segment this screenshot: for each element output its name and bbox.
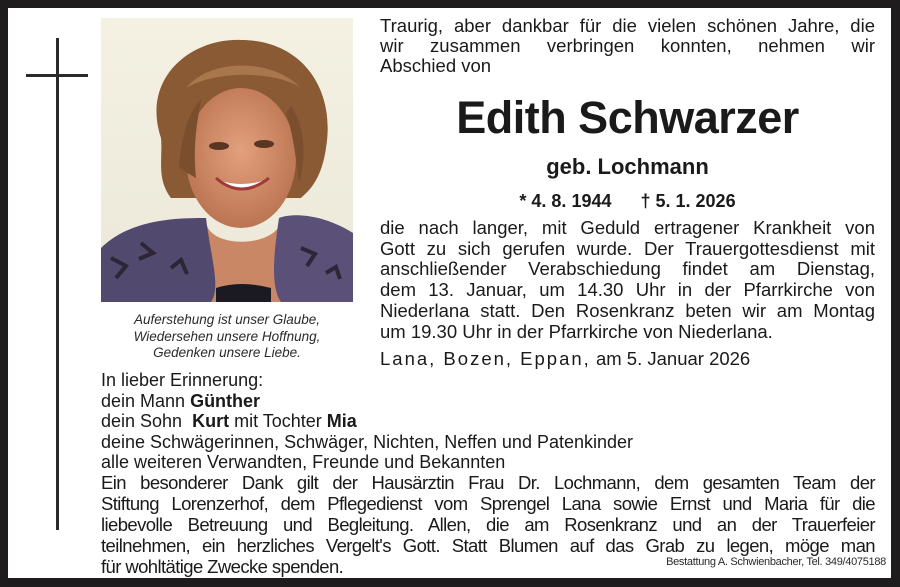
son-name: Kurt <box>192 411 230 431</box>
death-date: † 5. 1. 2026 <box>640 191 736 211</box>
intro-line: Traurig, aber dankbar für die vielen schönen Jahre, die <box>380 15 875 36</box>
husband-name: Günther <box>190 390 261 411</box>
portrait-photo <box>101 18 353 302</box>
details-line: die nach langer, mit Geduld ertragener Krankheit von <box>380 217 875 238</box>
undertaker-contact: Bestattung A. Schwienbacher, Tel. 349/4075188 <box>666 556 886 568</box>
mourner-relatives: deine Schwägerinnen, Schwäger, Nichten, Neffen und Patenkinder <box>101 431 634 452</box>
mourner-son <box>101 411 741 432</box>
motto-line: Gedenken unsere Liebe. <box>153 345 301 360</box>
details-line: um 19.30 Uhr in der Pfarrkirche von Niederlana. <box>380 320 773 342</box>
relation-label: dein Mann <box>101 390 191 411</box>
mourners-list <box>101 370 741 473</box>
funeral-details <box>380 218 875 342</box>
deceased-name: Edith Schwarzer <box>456 92 799 143</box>
thanks-line: liebevolle Betreuung und Begleitung. Allen, die am Rosenkranz und an der Trauerfeier <box>101 514 875 535</box>
mourner-husband <box>101 391 741 412</box>
notice-date: am 5. Januar 2026 <box>590 348 751 369</box>
granddaughter-name: Mia <box>326 411 357 431</box>
life-dates <box>380 190 875 212</box>
details-line: anschließender Verabschiedung findet am Dienstag, <box>380 258 875 280</box>
motto-quote <box>101 312 353 362</box>
relation-label: dein Sohn <box>101 411 193 431</box>
motto-line: Wiedersehen unsere Hoffnung, <box>133 328 321 344</box>
cross-icon-bar <box>26 74 88 77</box>
thanks-line: Ein besonderer Dank gilt der Hausärztin Frau Dr. Lochmann, dem gesamten Team der <box>101 472 875 493</box>
mourner-others: alle weiteren Verwandten, Freunde und Bekannten <box>101 452 506 472</box>
maiden-name: geb. Lochmann <box>546 154 709 179</box>
birth-date: * 4. 8. 1944 <box>519 191 612 211</box>
thanks-line: teilnehmen, ein herzliches Vergelt's Gott. Statt Blumen auf das Grab zu legen, möge man <box>101 535 875 556</box>
motto-line: Auferstehung ist unser Glaube, <box>133 312 321 327</box>
intro-line: wir zusammen verbringen konnten, nehmen wir <box>380 35 875 56</box>
thanks-line: für wohltätige Zwecke spenden. <box>101 556 344 577</box>
place-names: Lana, Bozen, Eppan, <box>380 348 591 369</box>
place-and-date <box>380 348 875 370</box>
details-line: dem 13. Januar, um 14.30 Uhr in der Pfarrkirche von <box>380 279 875 301</box>
relation-label: mit Tochter <box>229 411 327 431</box>
details-line: Gott zu sich gerufen wurde. Der Trauergottesdienst mit <box>380 237 875 259</box>
thanks-line: Stiftung Lorenzerhof, dem Pflegedienst vom Sprengel Lana sowie Ernst und Maria für die <box>101 493 875 514</box>
details-line: Niederlana statt. Den Rosenkranz beten wir am Montag <box>380 299 875 321</box>
mourners-heading: In lieber Erinnerung: <box>101 370 264 390</box>
intro-line: Abschied von <box>380 55 492 76</box>
cross-icon <box>56 38 59 530</box>
intro-text <box>380 16 875 76</box>
